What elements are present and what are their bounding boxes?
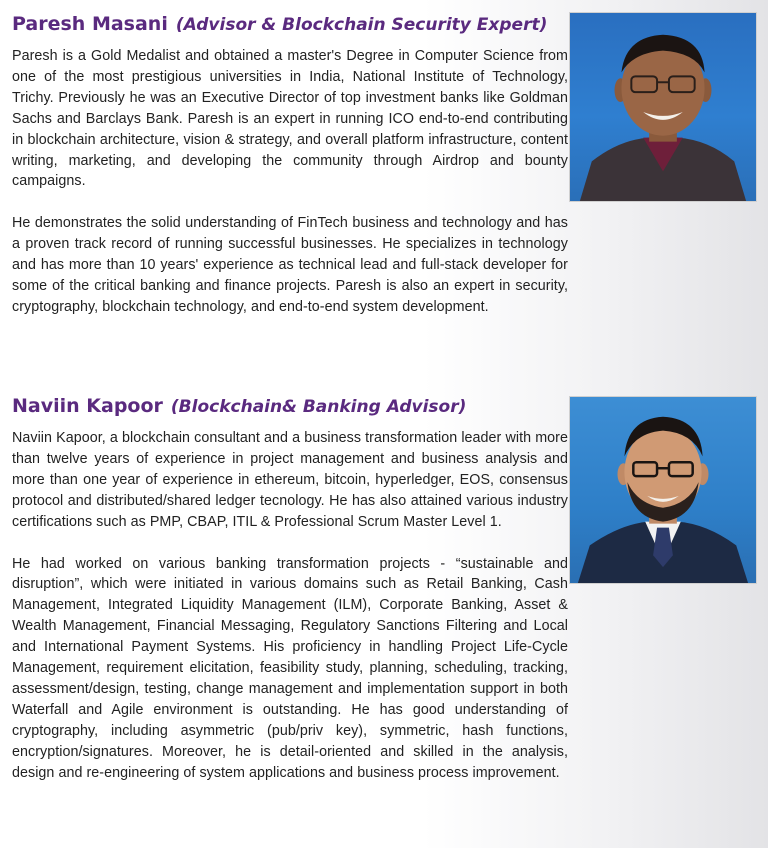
profile-paresh-masani (12, 8, 568, 318)
profile-role: (Advisor & Blockchain Security Expert) (175, 15, 548, 35)
portrait-illustration (570, 13, 756, 201)
portrait-illustration (570, 397, 756, 583)
profile-heading (12, 8, 568, 40)
profile-name: Paresh Masani (12, 13, 168, 35)
profile-bio-paragraph: He had worked on various banking transformation projects - “sustainable and disruption”, which were initiated in various domains such as Retail Banking, Cash Management, Integrated Liquidity Management (ILM), Corporate Banking, Asset & Wealth Management, Financial Messaging, Regulatory Sanctions Filtering and Local and International Payment Systems. His proficiency in handling Project Life-Cycle Management, requirement elicitation, feasibility study, planning, scheduling, tracking, assessment/design, testing, change management and implementation support in both Waterfall and Agile environment is outstanding. He has good understanding of cryptography, including asymmetric (pub/priv key), symmetric, hash functions, encryption/signatures. Moreover, he is detail-oriented and skilled in the analysis, design and re-engineering of system applications and business process improvement. (12, 555, 568, 781)
profile-bio-paragraph: Paresh is a Gold Medalist and obtained a master's Degree in Computer Science from one of the most prestigious universities in India, National Institute of Technology, Trichy. Previously he was an Executive Director of top investment banks like Goldman Sachs and Barclays Bank. Paresh is an expert in running ICO end-to-end contributing in blockchain architecture, vision & strategy, and overall platform infrastructure, content writing, marketing, and developing the community through Airdrop and bounty campaigns. (12, 48, 568, 190)
profile-bio-paragraph: He demonstrates the solid understanding of FinTech business and technology and has a proven track record of running successful businesses. He specializes in technology and has more than 10 years' experience as technical lead and full-stack developer for some of the critical banking and finance projects. Paresh is also an expert in security, cryptography, blockchain technology, and end-to-end system development. (12, 215, 568, 315)
profile-bio-paragraph: Naviin Kapoor, a blockchain consultant and a business transformation leader with more than twelve years of experience in project management and business analysis and more than one year of experience in ethereum, bitcoin, hyperledger, EOS, consensus protocol and distributed/shared ledger tecnology. He has also attained various industry certifications such as PMP, CBAP, ITIL & Professional Scrum Master Level 1. (12, 430, 568, 530)
profile-photo-naviin-kapoor (569, 396, 757, 584)
profile-photo-paresh-masani (569, 12, 757, 202)
profile-name: Naviin Kapoor (12, 395, 163, 417)
profile-role: (Blockchain& Banking Advisor) (170, 397, 467, 417)
profile-heading (12, 390, 568, 422)
profile-naviin-kapoor (12, 390, 568, 784)
